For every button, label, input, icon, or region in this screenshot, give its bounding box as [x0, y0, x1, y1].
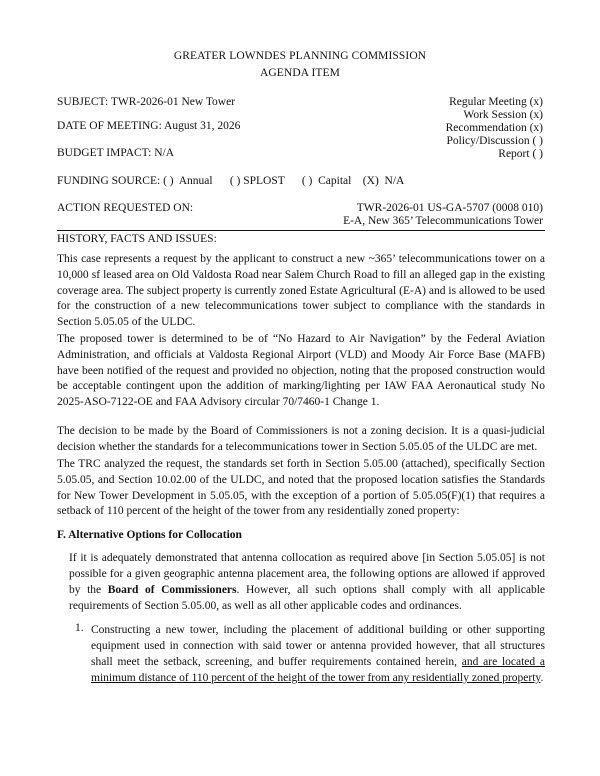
budget-impact-line: BUDGET IMPACT: N/A — [57, 147, 174, 159]
subject-line: SUBJECT: TWR-2026-01 New Tower — [57, 96, 236, 108]
list-item-text — [91, 622, 545, 686]
action-requested-label: ACTION REQUESTED ON: — [57, 202, 194, 214]
history-heading: HISTORY, FACTS AND ISSUES: — [57, 233, 217, 245]
section-f-intro-text-end: . However, all such options shall comply with all applicable requirements of Section 5.05.00, as well as all other applicable codes and ordinances. — [69, 584, 545, 612]
list-item-end: . — [540, 672, 544, 684]
meeting-type-regular: Regular Meeting (x) — [449, 96, 543, 108]
meeting-type-recommendation: Recommendation (x) — [445, 122, 543, 134]
action-case-number: TWR-2026-01 US-GA-5707 (0008 010) — [356, 202, 543, 214]
action-case-description: E-A, New 365’ Telecommunications Tower — [343, 215, 543, 227]
meeting-type-policy: Policy/Discussion ( ) — [446, 135, 543, 147]
meeting-type-work-session: Work Session (x) — [463, 109, 543, 121]
meeting-date-line: DATE OF MEETING: August 31, 2026 — [57, 120, 241, 132]
paragraph-faa-review: The proposed tower is determined to be of “No Hazard to Air Navigation” by the Federal Aviation Administration, and officials at Valdosta Regional Airport (VLD) and Moody Air Force Base (MAFB) have been notified of the request and provided no objection, noting that the proposed construction would be acceptable contingent upon the addition of marking/lighting per IAW FAA Aeronautical study No 2025-ASO-7122-OE and FAA Advisory circular 70/7460-1 Change 1. — [57, 333, 545, 409]
section-f-intro-text: If it is adequately demonstrated that antenna collocation as required above [in Section 5.05.05] is not possible for a given geographic antenna placement area, the following options are allowed if approved by the — [69, 552, 545, 596]
funding-source-line: FUNDING SOURCE: ( ) Annual ( ) SPLOST ( ) Capital (X) N/A — [57, 175, 405, 187]
commission-title: GREATER LOWNDES PLANNING COMMISSION — [173, 50, 427, 62]
paragraph-case-summary: This case represents a request by the applicant to construct a new ~365’ telecommunications tower on a 10,000 sf leased area on Old Valdosta Road near Salem Church Road to fill an alleged gap in the existing coverage area. The subject property is currently zoned Estate Agricultural (E-A) and is allowed to be used for the construction of a new telecommunications tower subject to compliance with the standards in Section 5.05.05 of the ULDC. — [57, 253, 545, 329]
board-of-commissioners-text: Board of Commissioners — [107, 584, 237, 596]
setback-requirement-text: and are located a minimum distance of 110 percent of the height of the tower from any residentially zoned property — [91, 656, 546, 684]
section-f-intro — [69, 550, 545, 614]
section-divider — [57, 230, 545, 231]
paragraph-decision: The decision to be made by the Board of Commissioners is not a zoning decision. It is a quasi-judicial decision whether the standards for a telecommunications tower in Section 5.05.05 of the ULDC are met. — [57, 425, 545, 453]
meeting-type-report: Report ( ) — [498, 148, 543, 160]
paragraph-trc-analysis: The TRC analyzed the request, the standards set forth in Section 5.05.00 (attached), specifically Section 5.05.05, and Section 10.02.00 of the ULDC, and noted that the proposed location satisfies the Standards for New Tower Development in 5.05.05, with the exception of a portion of 5.05.05(F)(1) that requires a setback of 110 percent of the height of the tower from any residentially zoned property: — [57, 458, 545, 518]
agenda-item-title: AGENDA ITEM — [260, 67, 340, 79]
section-f-heading: F. Alternative Options for Collocation — [57, 529, 242, 541]
list-item-body: Constructing a new tower, including the placement of additional building or other supporting equipment used in connection with said tower or antenna provided however, that all structures shall meet the setback, screening, and buffer requirements contained herein, — [91, 624, 545, 668]
list-item-number: 1. — [75, 622, 84, 634]
